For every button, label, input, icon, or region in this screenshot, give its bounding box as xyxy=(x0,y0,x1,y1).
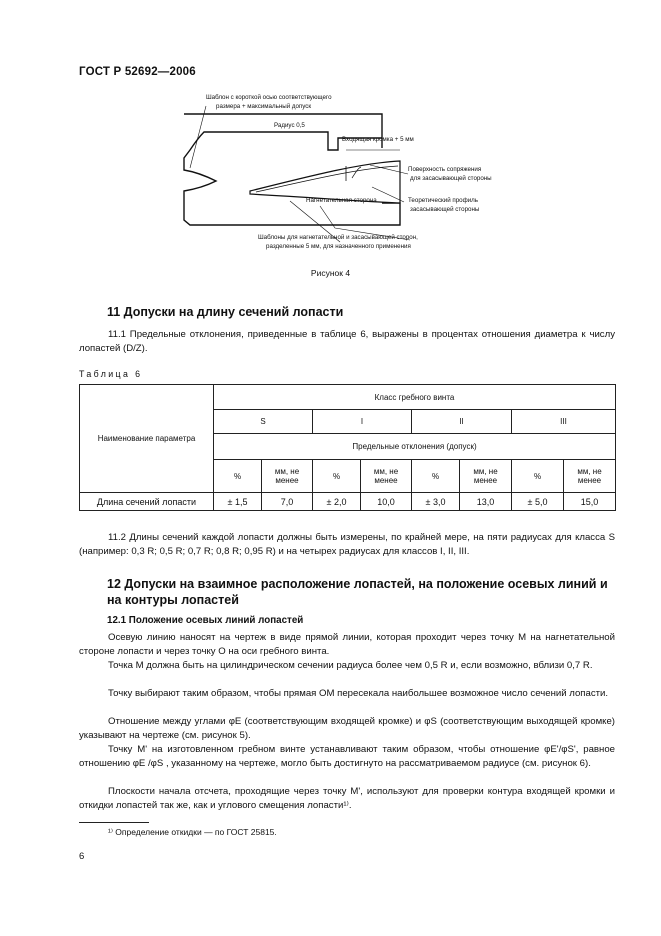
paragraph-12-1-c: Точку выбирают таким образом, чтобы прямая OM пересекала наибольшее возможное число сечений лопасти. xyxy=(108,688,609,699)
table-cell: 15,0 xyxy=(564,493,616,511)
label-suction-surface-2: для засасывающей стороны xyxy=(410,175,492,182)
label-suction-surface: Поверхность сопряжения xyxy=(408,166,482,173)
label-pressure-side: Нагнетательная сторона xyxy=(306,197,377,204)
paragraph-11-2: 11.2 Длины сечений каждой лопасти должны быть измерены, по крайней мере, на пяти радиусах для класса S (например: 0,3 R; 0,5 R; 0,7 R; 0,8 R; 0,95 R) и на четырех радиусах для классов I, II, III. xyxy=(79,532,615,558)
paragraph-12-1-a: Осевую линию наносят на чертеж в виде прямой линии, которая проходит через точку M на нагнетательной стороне лопасти и через точку O на оси гребного винта. xyxy=(79,632,615,658)
section-12-1-title: 12.1 Положение осевых линий лопастей xyxy=(107,615,304,626)
table-header-class: Класс гребного винта xyxy=(214,385,616,410)
label-theoretical: Теоретический профиль xyxy=(408,197,478,204)
paragraph-11-1: 11.1 Предельные отклонения, приведенные в таблице 6, выражены в процентах отношения диаметра к числу лопастей (D/Z). xyxy=(79,329,615,355)
footnote: ¹⁾ Определение откидки — по ГОСТ 25815. xyxy=(108,827,277,837)
table-row xyxy=(80,493,616,511)
table-class-s: S xyxy=(214,410,313,434)
footnote-separator xyxy=(79,822,149,823)
page-number: 6 xyxy=(79,851,85,862)
label-templates-2: разделенные 5 мм, для назначенного применения xyxy=(266,243,411,250)
label-template-short-2: размера + максимальный допуск xyxy=(216,103,312,110)
table-unit-mm: мм, не менее xyxy=(460,460,512,493)
table-unit-mm: мм, не менее xyxy=(361,460,412,493)
table-unit-pct: % xyxy=(512,460,564,493)
section-11-title: 11 Допуски на длину сечений лопасти xyxy=(107,305,344,319)
label-leading-edge: Входящая кромка + 5 мм xyxy=(342,136,414,143)
table-cell: ± 5,0 xyxy=(512,493,564,511)
table-unit-pct: % xyxy=(214,460,262,493)
table-cell: ± 2,0 xyxy=(313,493,361,511)
table-class-i: I xyxy=(313,410,412,434)
label-theoretical-2: засасывающей стороны xyxy=(410,206,480,213)
paragraph-12-1-b: Точка M должна быть на цилиндрическом сечении радиуса более чем 0,5 R и, если возможно, вблизи 0,7 R. xyxy=(108,660,593,671)
paragraph-12-1-e: Точку M' на изготовленном гребном винте устанавливают таким образом, чтобы отношение φE'/φS', равное отношению φE /φS , указанному на чертеже, могло быть достигнуто на рассматриваемом радиусе (см. рисунок 6). xyxy=(79,744,615,770)
table-header-name: Наименование параметра xyxy=(80,385,214,493)
table-caption: Таблица 6 xyxy=(79,369,143,379)
table-cell: ± 1,5 xyxy=(214,493,262,511)
label-templates: Шаблоны для нагнетательной и засасывающей сторон, xyxy=(258,234,418,241)
table-class-iii: III xyxy=(512,410,616,434)
table-row-name: Длина сечений лопасти xyxy=(80,493,214,511)
table-header-deviation: Предельные отклонения (допуск) xyxy=(214,434,616,460)
table-unit-mm: мм, не менее xyxy=(262,460,313,493)
tolerance-table xyxy=(79,384,616,511)
label-template-short: Шаблон с короткой осью соответствующего xyxy=(206,94,332,101)
table-unit-pct: % xyxy=(412,460,460,493)
table-cell: ± 3,0 xyxy=(412,493,460,511)
table-cell: 7,0 xyxy=(262,493,313,511)
label-radius: Радиус 0,5 xyxy=(274,122,305,129)
table-cell: 13,0 xyxy=(460,493,512,511)
table-cell: 10,0 xyxy=(361,493,412,511)
table-unit-mm: мм, не менее xyxy=(564,460,616,493)
table-class-ii: II xyxy=(412,410,512,434)
paragraph-12-1-d: Отношение между углами φE (соответствующим входящей кромке) и φS (соответствующим выходящей кромке) указывают на чертеже (см. рисунок 5). xyxy=(79,716,615,742)
section-12-title: 12 Допуски на взаимное расположение лопастей, на положение осевых линий и на контуры лопастей xyxy=(107,577,608,607)
paragraph-12-1-f: Плоскости начала отсчета, проходящие через точку M', используют для проверки контура входящей кромки и откидки лопастей так же, как и углового смещения лопасти¹⁾. xyxy=(79,786,615,812)
figure-caption: Рисунок 4 xyxy=(310,268,351,278)
table-unit-pct: % xyxy=(313,460,361,493)
figure-4-template-diagram xyxy=(170,88,530,266)
document-header: ГОСТ Р 52692—2006 xyxy=(79,66,196,78)
